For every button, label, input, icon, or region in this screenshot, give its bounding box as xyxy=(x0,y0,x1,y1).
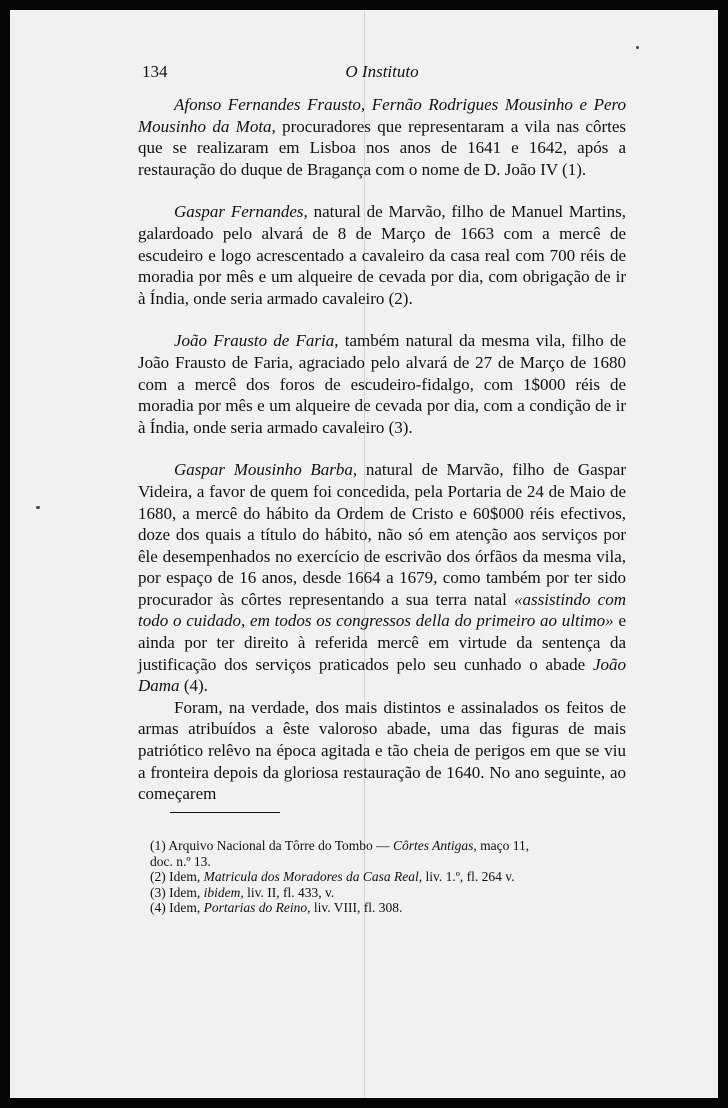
footnote-4 xyxy=(150,900,630,916)
paragraph-text: natural de Marvão, filho de Gaspar Videira, a favor de quem foi concedida, pela Portaria de 24 de Maio de 1680, a mercê do hábito da Ordem de Cristo e 60$000 réis efectivos, doze dos quais a título do hábito, não só em atenção aos serviços por êle desempenhados no exercício de escrivão dos órfãos da mesma vila, por espaço de 16 anos, desde 1664 a 1679, como também por ter sido procurador às côrtes representando a sua terra natal xyxy=(138,460,626,609)
paragraph-lead: Gaspar Mousinho Barba, xyxy=(174,460,358,480)
paragraph-text: Foram, na verdade, dos mais distintos e assinalados os feitos de armas atribuídos a êste valoroso abade, uma das figuras de mais patriótico relêvo na época agitada e tão cheia de perigos em que se viu a fronteira depois da gloriosa restauração de 1640. No ano seguinte, ao começarem xyxy=(138,697,626,804)
paragraph-joao-frausto-de-faria xyxy=(138,330,626,438)
footnote-mark: (1) xyxy=(150,838,166,853)
footnote-title: Côrtes Antigas, xyxy=(393,838,477,853)
scan-speck xyxy=(36,506,40,509)
footnote-text: Arquivo Nacional da Tôrre do Tombo — xyxy=(165,838,394,853)
footnote-text: liv. 1.º, fl. 264 v. xyxy=(422,869,515,885)
footnote-text: Idem, xyxy=(165,884,204,900)
footnote-mark: (3) xyxy=(150,884,166,900)
footnote-title: Portarias do Reino, xyxy=(203,900,311,916)
body-text xyxy=(138,94,626,805)
footnote-title: Matricula dos Moradores da Casa Real, xyxy=(203,869,423,885)
paragraph-text: também natural da mesma vila, filho de João Frausto de Faria, agraciado pelo alvará de 27 de Março de 1680 com a mercê dos foros de escudeiro-fidalgo, com 1$000 réis de moradia por mês e um alqueire de cevada por dia, com a condição de ir à Índia, onde seria armado cavaleiro (3). xyxy=(138,331,626,437)
paragraph-frausto-mousinho xyxy=(138,94,626,180)
page-header xyxy=(142,62,622,86)
paragraph-lead: Afonso Fernandes Frausto, Fernão Rodrigues Mousinho e Pero Mousinho da Mota, xyxy=(138,95,626,136)
paragraph-lead: João Frausto de Faria, xyxy=(174,331,339,351)
footnote-text: liv. VIII, fl. 308. xyxy=(310,900,403,916)
footnote-2 xyxy=(150,869,630,885)
paragraph-quote: «assistindo com todo o cuidado, em todos os congressos della do primeiro ao ultimo» xyxy=(138,589,626,631)
paragraph-gaspar-fernandes xyxy=(138,201,626,309)
footnote-text: Idem, xyxy=(165,869,204,885)
footnote-text: maço 11, xyxy=(476,838,530,853)
paragraph-text: e ainda por ter direito à referida mercê em virtude da sentença da justificação dos serviços praticados pelo seu cunhado o abade xyxy=(138,611,626,674)
scan-speck xyxy=(636,46,639,49)
footnote-3 xyxy=(150,885,630,901)
footnote-mark: (4) xyxy=(150,900,166,916)
page-number: 134 xyxy=(142,62,168,81)
paragraph-lead: Gaspar Fernandes, xyxy=(174,202,308,222)
footnote-1 xyxy=(150,838,630,854)
footnotes xyxy=(150,838,630,916)
book-page xyxy=(10,10,718,1098)
footnote-title: ibidem, xyxy=(203,884,244,900)
running-head: O Instituto xyxy=(345,62,419,81)
footnote-text: liv. II, fl. 433, v. xyxy=(243,884,335,900)
paragraph-text: (4). xyxy=(179,676,208,696)
footnote-text: Idem, xyxy=(165,900,204,916)
paragraph-name: João Dama xyxy=(138,654,626,696)
footnote-rule xyxy=(170,812,280,813)
paragraph-text: natural de Marvão, filho de Manuel Martins, galardoado pelo alvará de 8 de Março de 1663 com a mercê de escudeiro e logo acrescentado a cavaleiro da casa real com 700 réis de moradia por mês e um alqueire de cevada por dia, com obrigação de ir à Índia, onde seria armado cavaleiro (2). xyxy=(138,202,627,308)
footnote-mark: (2) xyxy=(150,869,166,885)
footnote-text: doc. n.º 13. xyxy=(150,853,211,869)
paragraph-gaspar-mousinho-barba xyxy=(138,459,626,697)
paragraph-text: procuradores que representaram a vila nas côrtes que se realizaram em Lisboa nos anos de 1641 e 1642, após a restauração do duque de Bragança com o nome de D. João IV (1). xyxy=(138,116,627,179)
footnote-1-continuation xyxy=(150,854,630,870)
paragraph-abade xyxy=(138,697,626,805)
